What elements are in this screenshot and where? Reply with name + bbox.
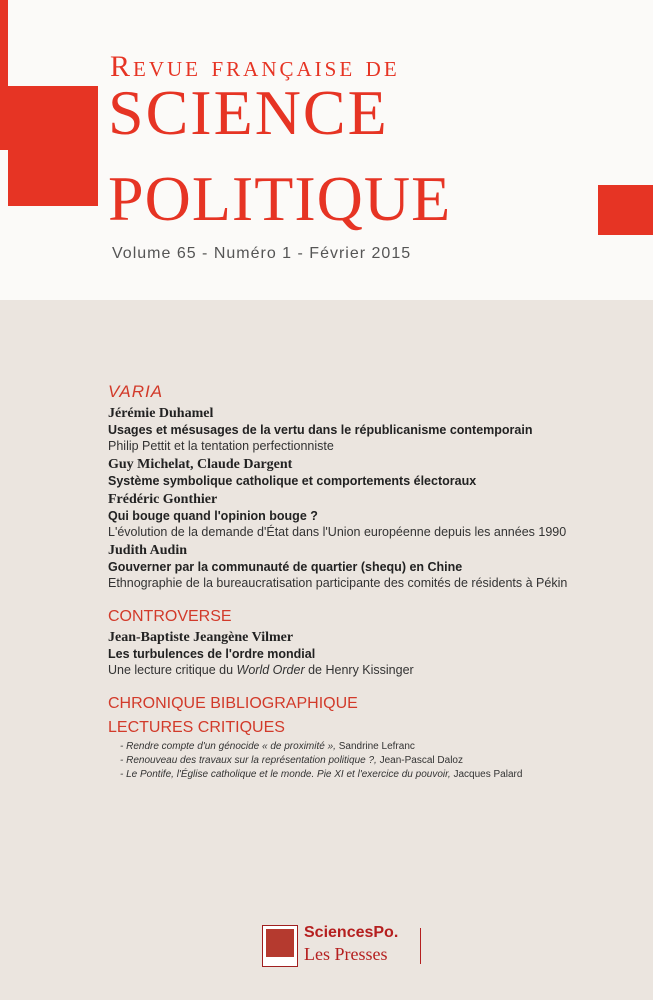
article-author: Jean-Baptiste Jeangène Vilmer: [108, 630, 294, 645]
publisher-name-line1: SciencesPo.: [304, 924, 399, 941]
article-title: Les turbulences de l'ordre mondial: [108, 647, 316, 661]
red-bar-decoration: [0, 0, 8, 150]
article-author: Jérémie Duhamel: [108, 406, 214, 421]
article-title: Qui bouge quand l'opinion bouge ?: [108, 509, 318, 523]
crest-icon: [262, 925, 298, 967]
article-title: Gouverner par la communauté de quartier (shequ) en Chine: [108, 560, 463, 574]
article-subtitle: Une lecture critique du World Order de Henry Kissinger: [108, 663, 414, 677]
article-entry: [108, 543, 628, 590]
article-entry: [108, 492, 628, 539]
article-entry: [108, 406, 628, 453]
reviews-list: [108, 741, 628, 780]
logo-divider: [420, 928, 421, 964]
section-heading-varia: VARIA: [108, 382, 164, 401]
article-entry: [108, 457, 628, 488]
article-entry: [108, 630, 628, 677]
journal-title-line1: Revue française de: [110, 50, 400, 83]
article-title: Usages et mésusages de la vertu dans le républicanisme contemporain: [108, 423, 533, 437]
article-subtitle: Philip Pettit et la tentation perfectionniste: [108, 439, 334, 453]
list-item: - Renouveau des travaux sur la représentation politique ?, Jean-Pascal Daloz: [120, 755, 463, 766]
section-heading-chronique: CHRONIQUE BIBLIOGRAPHIQUE: [108, 695, 358, 712]
list-item: - Le Pontife, l'Église catholique et le monde. Pie XI et l'exercice du pouvoir, Jacques Palard: [120, 769, 523, 780]
journal-title-line3: POLITIQUE: [108, 163, 452, 234]
article-author: Guy Michelat, Claude Dargent: [108, 457, 293, 472]
publisher-name-line2: Les Presses: [304, 944, 388, 964]
table-of-contents: [108, 382, 628, 780]
article-title: Système symbolique catholique et comportements électoraux: [108, 474, 477, 488]
section-heading-controverse: CONTROVERSE: [108, 608, 232, 625]
article-subtitle: Ethnographie de la bureaucratisation participante des comités de résidents à Pékin: [108, 576, 568, 590]
list-item: - Rendre compte d'un génocide « de proximité », Sandrine Lefranc: [120, 741, 415, 752]
issue-info: Volume 65 - Numéro 1 - Février 2015: [112, 245, 412, 262]
journal-title-line2: SCIENCE: [108, 77, 389, 148]
article-author: Frédéric Gonthier: [108, 492, 218, 507]
article-subtitle: L'évolution de la demande d'État dans l'Union européenne depuis les années 1990: [108, 525, 567, 539]
red-block-left-decoration: [8, 86, 98, 206]
red-block-right-decoration: [598, 185, 653, 235]
article-author: Judith Audin: [108, 543, 187, 558]
section-subheading-lectures: LECTURES CRITIQUES: [108, 719, 285, 736]
